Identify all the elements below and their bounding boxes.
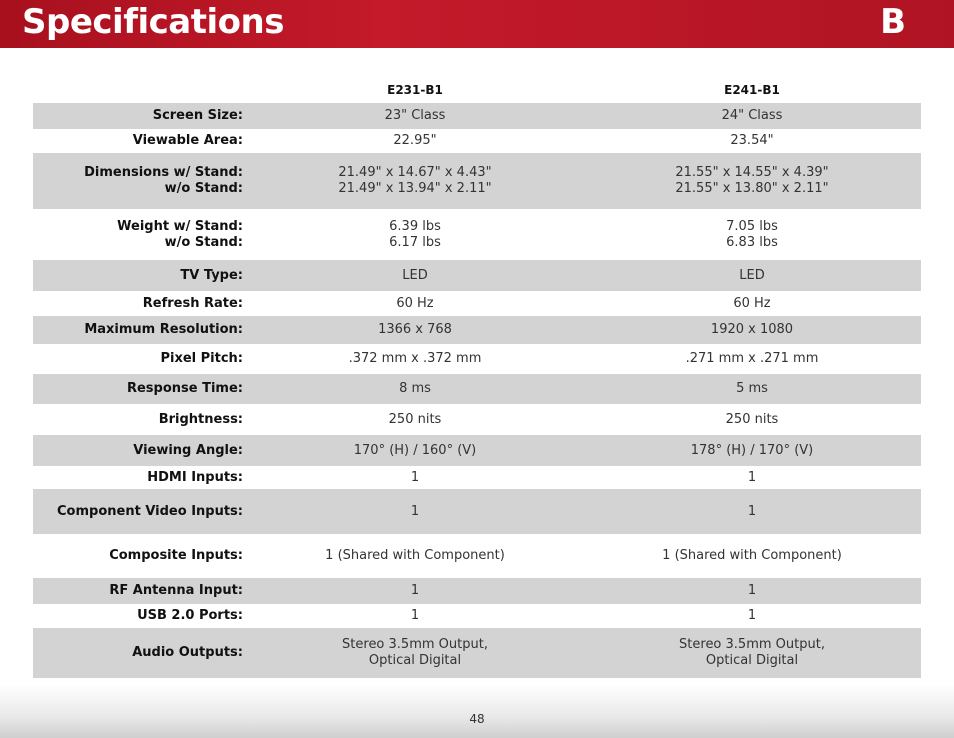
- spec-label: [84, 322, 243, 338]
- spec-label: [180, 268, 243, 284]
- spec-value-model-2: [602, 443, 902, 459]
- spec-label-line: Maximum Resolution:: [84, 322, 243, 337]
- spec-label: [159, 412, 243, 428]
- spec-value-model-1: [265, 583, 565, 599]
- spec-value-model-1-line: 1366 x 768: [378, 322, 452, 337]
- spec-value-model-2: [602, 470, 902, 486]
- page-number: 48: [469, 712, 485, 726]
- spec-value-model-1: [265, 412, 565, 428]
- spec-label-line: Viewing Angle:: [133, 442, 243, 458]
- spec-value-model-1: [265, 608, 565, 624]
- spec-row: [33, 103, 921, 129]
- column-header-model-2: E241-B1: [724, 83, 780, 97]
- spec-value-model-2: [602, 165, 902, 197]
- spec-value-model-1: [265, 381, 565, 397]
- spec-row: [33, 404, 921, 435]
- spec-label-line: Audio Outputs:: [132, 645, 243, 660]
- spec-value-model-1-line: 6.17 lbs: [389, 234, 441, 250]
- spec-value-model-2: [602, 504, 902, 520]
- page-header: [0, 0, 954, 48]
- spec-value-model-1: [265, 548, 565, 564]
- spec-value-model-2-line: LED: [739, 267, 765, 283]
- spec-label-line: Screen Size:: [152, 108, 243, 123]
- spec-value-model-1-line: 21.49" x 14.67" x 4.43": [338, 165, 492, 180]
- spec-value-model-2-line: 23.54": [730, 133, 774, 148]
- spec-label: [127, 381, 243, 397]
- spec-value-model-1-line: Optical Digital: [368, 653, 462, 668]
- spec-label: [109, 583, 243, 599]
- spec-value-model-2: [602, 296, 902, 312]
- spec-value-model-2-line: 24" Class: [721, 108, 783, 123]
- spec-label-line: HDMI Inputs:: [147, 469, 243, 485]
- spec-row: [33, 435, 921, 466]
- spec-value-model-2: [602, 412, 902, 428]
- spec-value-model-1: [265, 504, 565, 520]
- spec-row: [33, 316, 921, 344]
- page-title: Specifications: [22, 2, 284, 42]
- spec-row: [33, 578, 921, 604]
- spec-value-model-1-line: 8 ms: [399, 381, 431, 396]
- spec-value-model-1-line: 23" Class: [384, 108, 446, 123]
- spec-value-model-1-line: 60 Hz: [396, 295, 434, 311]
- spec-value-model-1: [265, 637, 565, 669]
- spec-value-model-2-line: Optical Digital: [705, 653, 799, 668]
- spec-label-line: Component Video Inputs:: [57, 503, 243, 519]
- spec-value-model-2: [602, 268, 902, 284]
- spec-value-model-1: [265, 470, 565, 486]
- spec-value-model-1-line: LED: [402, 267, 428, 283]
- spec-value-model-1: [265, 443, 565, 459]
- spec-row: [33, 260, 921, 291]
- section-letter: B: [880, 2, 906, 42]
- spec-value-model-2-line: 1: [747, 608, 757, 623]
- spec-value-model-2: [602, 108, 902, 124]
- spec-value-model-2-line: 21.55" x 13.80" x 2.11": [675, 181, 829, 196]
- spec-label-line: TV Type:: [180, 267, 243, 283]
- spec-value-model-1-line: 170° (H) / 160° (V): [353, 442, 477, 458]
- spec-value-model-2-line: 1920 x 1080: [710, 322, 794, 337]
- spec-value-model-2-line: 5 ms: [736, 381, 768, 396]
- spec-row: [33, 374, 921, 404]
- spec-value-model-1-line: 21.49" x 13.94" x 2.11": [338, 181, 492, 196]
- spec-label-line: Dimensions w/ Stand:: [84, 165, 243, 180]
- spec-value-model-2-line: 60 Hz: [733, 295, 771, 311]
- spec-label-line: USB 2.0 Ports:: [137, 608, 243, 623]
- spec-label: [133, 133, 243, 149]
- spec-row: [33, 489, 921, 534]
- spec-value-model-2: [602, 322, 902, 338]
- spec-label: [160, 351, 243, 367]
- spec-value-model-2: [602, 133, 902, 149]
- spec-value-model-1: [265, 296, 565, 312]
- spec-row: [33, 291, 921, 316]
- spec-value-model-1-line: 1 (Shared with Component): [325, 548, 505, 563]
- spec-value-model-2: [602, 583, 902, 599]
- spec-value-model-2-line: 1: [747, 583, 757, 598]
- spec-label-line: Brightness:: [158, 411, 243, 427]
- spec-label-line: Weight w/ Stand:: [117, 218, 243, 234]
- spec-value-model-1-line: 1: [410, 503, 420, 519]
- column-headers: [33, 77, 921, 103]
- spec-row: [33, 466, 921, 489]
- spec-label: [147, 470, 243, 486]
- spec-value-model-2-line: 6.83 lbs: [726, 234, 778, 250]
- spec-label-line: w/o Stand:: [164, 234, 243, 250]
- spec-value-model-1-line: 1: [410, 469, 420, 485]
- spec-row: [33, 129, 921, 153]
- spec-value-model-2-line: 178° (H) / 170° (V): [690, 442, 814, 458]
- spec-value-model-2: [602, 608, 902, 624]
- spec-value-model-2-line: 250 nits: [725, 411, 779, 427]
- column-header-model-1: E231-B1: [387, 83, 443, 97]
- spec-table: [33, 77, 921, 678]
- spec-value-model-1: [265, 219, 565, 251]
- spec-label: [143, 296, 243, 312]
- spec-label-line: Viewable Area:: [132, 133, 243, 148]
- spec-label-line: Pixel Pitch:: [160, 351, 243, 366]
- spec-value-model-1-line: 22.95": [393, 133, 437, 148]
- page-footer: [0, 684, 954, 738]
- spec-label: [137, 608, 243, 624]
- spec-row: [33, 534, 921, 578]
- spec-rows: [33, 103, 921, 678]
- spec-value-model-2: [602, 637, 902, 669]
- spec-value-model-2: [602, 548, 902, 564]
- spec-value-model-1-line: 6.39 lbs: [389, 218, 441, 234]
- spec-label: [57, 504, 243, 520]
- spec-label: [109, 548, 243, 564]
- spec-label-line: w/o Stand:: [164, 181, 243, 196]
- spec-row: [33, 628, 921, 678]
- spec-value-model-2-line: .271 mm x .271 mm: [685, 351, 819, 366]
- spec-row: [33, 344, 921, 374]
- spec-row: [33, 604, 921, 628]
- spec-value-model-1: [265, 165, 565, 197]
- spec-value-model-1: [265, 133, 565, 149]
- spec-value-model-2-line: 1: [747, 469, 757, 485]
- spec-value-model-1-line: 1: [410, 583, 420, 598]
- spec-label-line: Refresh Rate:: [142, 295, 243, 311]
- spec-value-model-2-line: 7.05 lbs: [726, 218, 778, 234]
- spec-value-model-1: [265, 268, 565, 284]
- spec-value-model-1: [265, 351, 565, 367]
- spec-label-line: Composite Inputs:: [109, 548, 243, 563]
- spec-value-model-1-line: .372 mm x .372 mm: [348, 351, 482, 366]
- spec-value-model-2: [602, 219, 902, 251]
- spec-value-model-1: [265, 108, 565, 124]
- spec-label: [153, 108, 243, 124]
- spec-value-model-2: [602, 351, 902, 367]
- spec-label: [117, 219, 243, 251]
- spec-value-model-1-line: 250 nits: [388, 411, 442, 427]
- spec-label: [132, 645, 243, 661]
- spec-label: [84, 165, 243, 197]
- spec-value-model-2-line: 21.55" x 14.55" x 4.39": [675, 165, 829, 180]
- spec-row: [33, 153, 921, 209]
- spec-value-model-1-line: 1: [410, 608, 420, 623]
- spec-value-model-1-line: Stereo 3.5mm Output,: [342, 637, 488, 652]
- spec-label-line: Response Time:: [126, 381, 243, 396]
- spec-value-model-2-line: 1 (Shared with Component): [662, 548, 842, 563]
- spec-label-line: RF Antenna Input:: [109, 583, 243, 598]
- spec-row: [33, 209, 921, 260]
- spec-value-model-2-line: 1: [747, 503, 757, 519]
- spec-value-model-1: [265, 322, 565, 338]
- spec-value-model-2-line: Stereo 3.5mm Output,: [679, 637, 825, 652]
- spec-value-model-2: [602, 381, 902, 397]
- spec-label: [133, 443, 243, 459]
